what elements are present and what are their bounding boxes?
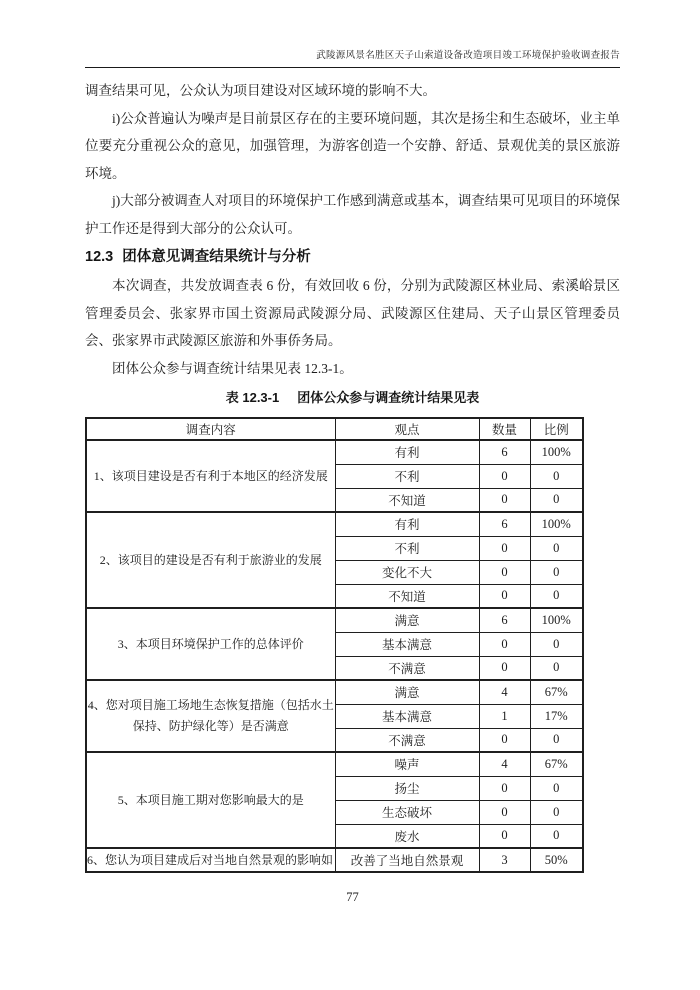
question-cell: 4、您对项目施工场地生态恢复措施（包括水土保持、防护绿化等）是否满意 <box>86 680 335 752</box>
paragraph-intro: 调查结果可见，公众认为项目建设对区域环境的影响不大。 <box>85 83 436 98</box>
opinion-cell: 生态破坏 <box>335 800 479 824</box>
section-title: 团体意见调查结果统计与分析 <box>122 249 311 265</box>
ratio-cell: 0 <box>530 800 583 824</box>
ratio-cell: 0 <box>530 488 583 512</box>
opinion-cell: 不知道 <box>335 584 479 608</box>
count-cell: 6 <box>479 512 530 536</box>
ratio-cell: 0 <box>530 656 583 680</box>
count-cell: 1 <box>479 704 530 728</box>
count-cell: 0 <box>479 560 530 584</box>
ratio-cell: 17% <box>530 704 583 728</box>
table-caption-label: 表 12.3-1 <box>225 390 280 405</box>
ratio-cell: 67% <box>530 680 583 704</box>
ratio-cell: 0 <box>530 776 583 800</box>
opinion-cell: 满意 <box>335 608 479 632</box>
opinion-cell: 基本满意 <box>335 704 479 728</box>
opinion-cell: 不满意 <box>335 656 479 680</box>
question-cell: 6、您认为项目建成后对当地自然景观的影响如 <box>86 848 335 872</box>
count-cell: 0 <box>479 464 530 488</box>
ratio-cell: 0 <box>530 728 583 752</box>
count-cell: 0 <box>479 584 530 608</box>
ratio-cell: 0 <box>530 632 583 656</box>
opinion-cell: 改善了当地自然景观 <box>335 848 479 872</box>
table-caption-title: 团体公众参与调查统计结果见表 <box>297 390 480 405</box>
question-cell: 3、本项目环境保护工作的总体评价 <box>86 608 335 680</box>
table-caption <box>85 387 620 409</box>
opinion-cell: 噪声 <box>335 752 479 776</box>
opinion-cell: 扬尘 <box>335 776 479 800</box>
question-cell: 2、该项目的建设是否有利于旅游业的发展 <box>86 512 335 608</box>
count-cell: 0 <box>479 488 530 512</box>
body-block <box>85 77 620 905</box>
count-cell: 3 <box>479 848 530 872</box>
count-cell: 0 <box>479 824 530 848</box>
question-cell: 5、本项目施工期对您影响最大的是 <box>86 752 335 848</box>
opinion-cell: 不利 <box>335 536 479 560</box>
count-cell: 0 <box>479 632 530 656</box>
running-header-title: 武陵源风景名胜区天子山索道设备改造项目竣工环境保护验收调查报告 <box>316 51 620 61</box>
ratio-cell: 0 <box>530 824 583 848</box>
opinion-cell: 废水 <box>335 824 479 848</box>
count-cell: 6 <box>479 440 530 464</box>
header-cell-question: 调查内容 <box>86 418 335 440</box>
table-row <box>86 680 583 704</box>
question-cell: 1、该项目建设是否有利于本地区的经济发展 <box>86 440 335 512</box>
opinion-cell: 基本满意 <box>335 632 479 656</box>
count-cell: 4 <box>479 752 530 776</box>
ratio-cell: 0 <box>530 536 583 560</box>
header-cell-count: 数量 <box>479 418 530 440</box>
section-heading <box>85 242 620 272</box>
count-cell: 4 <box>479 680 530 704</box>
table-header-row <box>86 418 583 440</box>
header-cell-ratio: 比例 <box>530 418 583 440</box>
ratio-cell: 0 <box>530 464 583 488</box>
table-row <box>86 512 583 536</box>
ratio-cell: 100% <box>530 608 583 632</box>
paragraph-survey-overview: 本次调查，共发放调查表 6 份，有效回收 6 份，分别为武陵源区林业局、索溪峪景区管理委员会、张家界市国土资源局武陵源分局、武陵源区住建局、天子山景区管理委员会、张家界市武陵源区旅游和外事侨务局。 <box>85 278 620 348</box>
opinion-cell: 变化不大 <box>335 560 479 584</box>
page-number: 77 <box>346 890 359 904</box>
count-cell: 0 <box>479 536 530 560</box>
table-row <box>86 752 583 776</box>
header-cell-opinion: 观点 <box>335 418 479 440</box>
ratio-cell: 50% <box>530 848 583 872</box>
ratio-cell: 0 <box>530 560 583 584</box>
paragraph-item-j: j)大部分被调查人对项目的环境保护工作感到满意或基本，调查结果可见项目的环境保护工作还是得到大部分的公众认可。 <box>85 193 620 236</box>
paragraph-item-i: i)公众普遍认为噪声是目前景区存在的主要环境问题，其次是扬尘和生态破坏，业主单位要充分重视公众的意见，加强管理，为游客创造一个安静、舒适、景观优美的景区旅游环境。 <box>85 110 620 181</box>
count-cell: 0 <box>479 776 530 800</box>
section-number: 12.3 <box>85 249 114 265</box>
table-row <box>86 848 583 872</box>
opinion-cell: 不利 <box>335 464 479 488</box>
count-cell: 0 <box>479 656 530 680</box>
count-cell: 0 <box>479 728 530 752</box>
ratio-cell: 100% <box>530 440 583 464</box>
paragraph-table-reference: 团体公众参与调查统计结果见表 12.3-1。 <box>112 360 353 376</box>
table-row <box>86 440 583 464</box>
page-content <box>85 50 620 905</box>
opinion-cell: 不满意 <box>335 728 479 752</box>
opinion-cell: 有利 <box>335 512 479 536</box>
opinion-cell: 满意 <box>335 680 479 704</box>
count-cell: 0 <box>479 800 530 824</box>
ratio-cell: 0 <box>530 584 583 608</box>
ratio-cell: 67% <box>530 752 583 776</box>
table-row <box>86 608 583 632</box>
opinion-cell: 不知道 <box>335 488 479 512</box>
ratio-cell: 100% <box>530 512 583 536</box>
survey-results-table <box>85 417 584 873</box>
count-cell: 6 <box>479 608 530 632</box>
opinion-cell: 有利 <box>335 440 479 464</box>
running-header <box>85 50 620 68</box>
